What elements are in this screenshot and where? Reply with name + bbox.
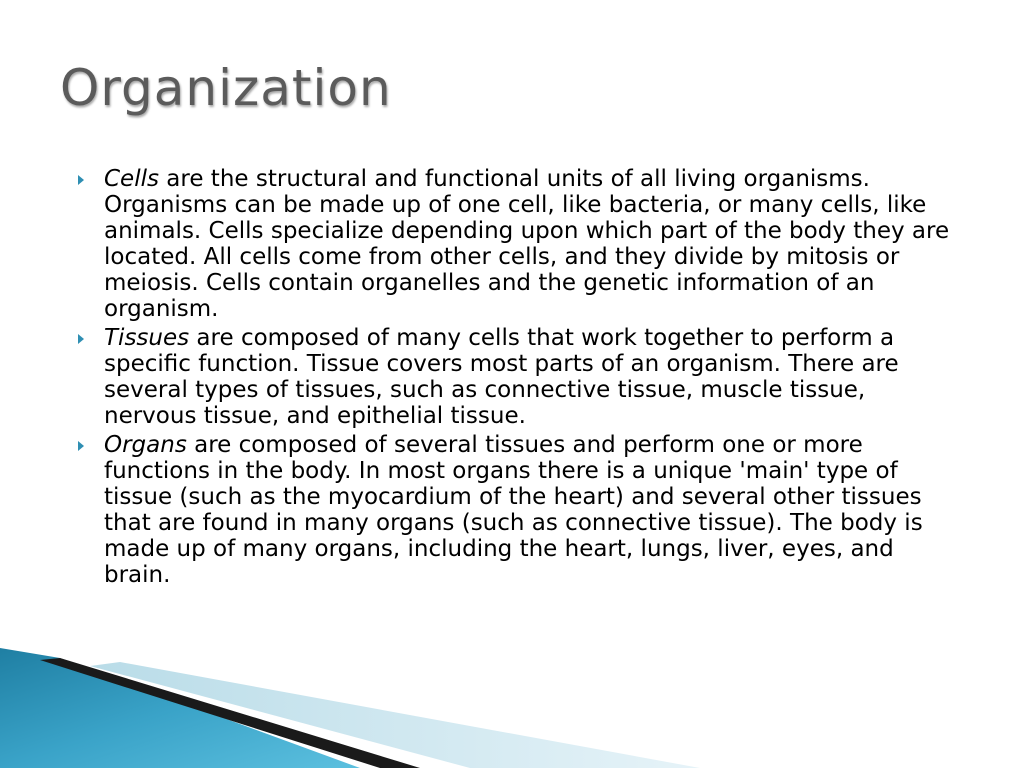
decorative-swoosh xyxy=(0,640,1024,768)
bullet-list xyxy=(74,166,964,591)
bullet-term: Cells xyxy=(104,166,159,192)
bullet-text: are composed of several tissues and perform one or more functions in the body. In most organs there is a unique 'main' type of tissue (such as the myocardium of the heart) and several other tissues that are found in many organs (such as connective tissue). The body is made up of many organs, including the heart, lungs, liver, eyes, and brain. xyxy=(104,432,923,588)
bullet-item-cells xyxy=(74,166,964,322)
bullet-item-tissues xyxy=(74,325,964,429)
bullet-item-organs xyxy=(74,432,964,588)
slide-title: Organization xyxy=(60,59,392,117)
bullet-term: Organs xyxy=(104,432,187,458)
bullet-text: are the structural and functional units of all living organisms. Organisms can be made up of one cell, like bacteria, or many cells, like animals. Cells specialize depending upon which part of the body they are located. All cells come from other cells, and they divide by mitosis or meiosis. Cells contain organelles and the genetic information of an organism. xyxy=(104,166,950,322)
triangle-right-icon xyxy=(78,334,84,344)
triangle-right-icon xyxy=(78,441,84,451)
triangle-right-icon xyxy=(78,175,84,185)
bullet-term: Tissues xyxy=(104,325,190,351)
bullet-text: are composed of many cells that work together to perform a specific function. Tissue covers most parts of an organism. There are several types of tissues, such as connective tissue, muscle tissue, nervous tissue, and epithelial tissue. xyxy=(104,325,899,429)
